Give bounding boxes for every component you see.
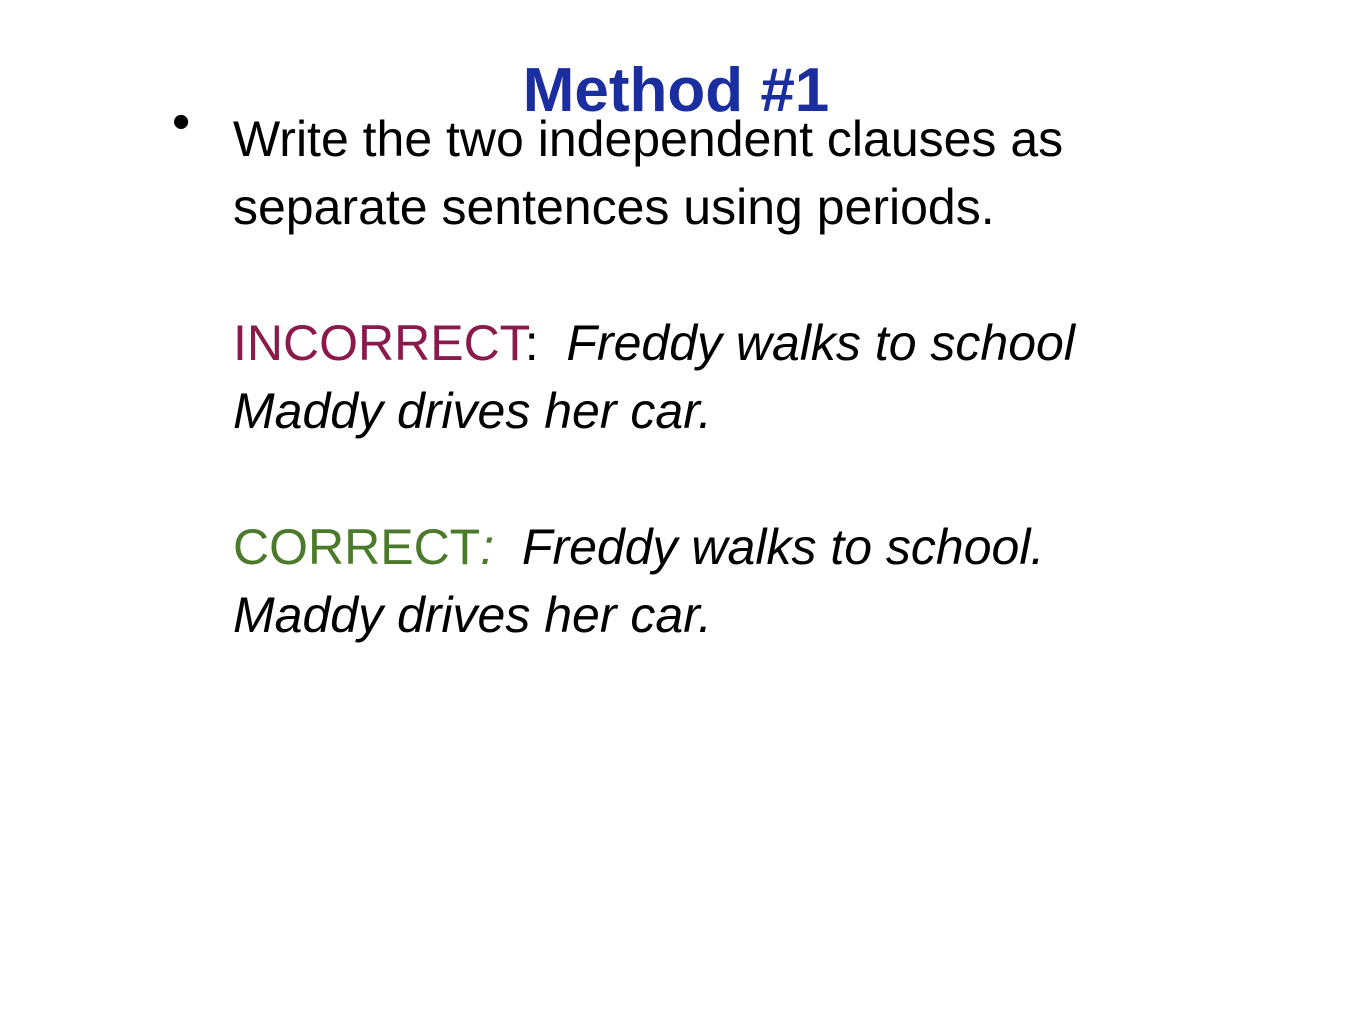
bullet-dot-icon: •: [172, 93, 191, 151]
instruction-line-1: Write the two independent clauses as: [233, 111, 1064, 167]
incorrect-colon: :: [524, 315, 539, 371]
incorrect-sentence-1: Freddy walks to school: [566, 315, 1075, 371]
incorrect-example-line-1: [233, 309, 1333, 377]
incorrect-label: INCORRECT: [233, 315, 525, 371]
correct-example-line-1: [233, 513, 1333, 581]
correct-sentence-2: Maddy drives her car.: [233, 587, 712, 643]
spacer: [233, 241, 1333, 309]
slide-title: Method #1: [522, 56, 830, 125]
instruction-line-2: separate sentences using periods.: [233, 179, 995, 235]
correct-colon: :: [480, 519, 495, 575]
bullet-content: [233, 105, 1333, 649]
correct-sentence-1: Freddy walks to school.: [521, 519, 1045, 575]
spacer: [233, 445, 1333, 513]
correct-label: CORRECT: [233, 519, 481, 575]
incorrect-sentence-2: Maddy drives her car.: [233, 383, 712, 439]
